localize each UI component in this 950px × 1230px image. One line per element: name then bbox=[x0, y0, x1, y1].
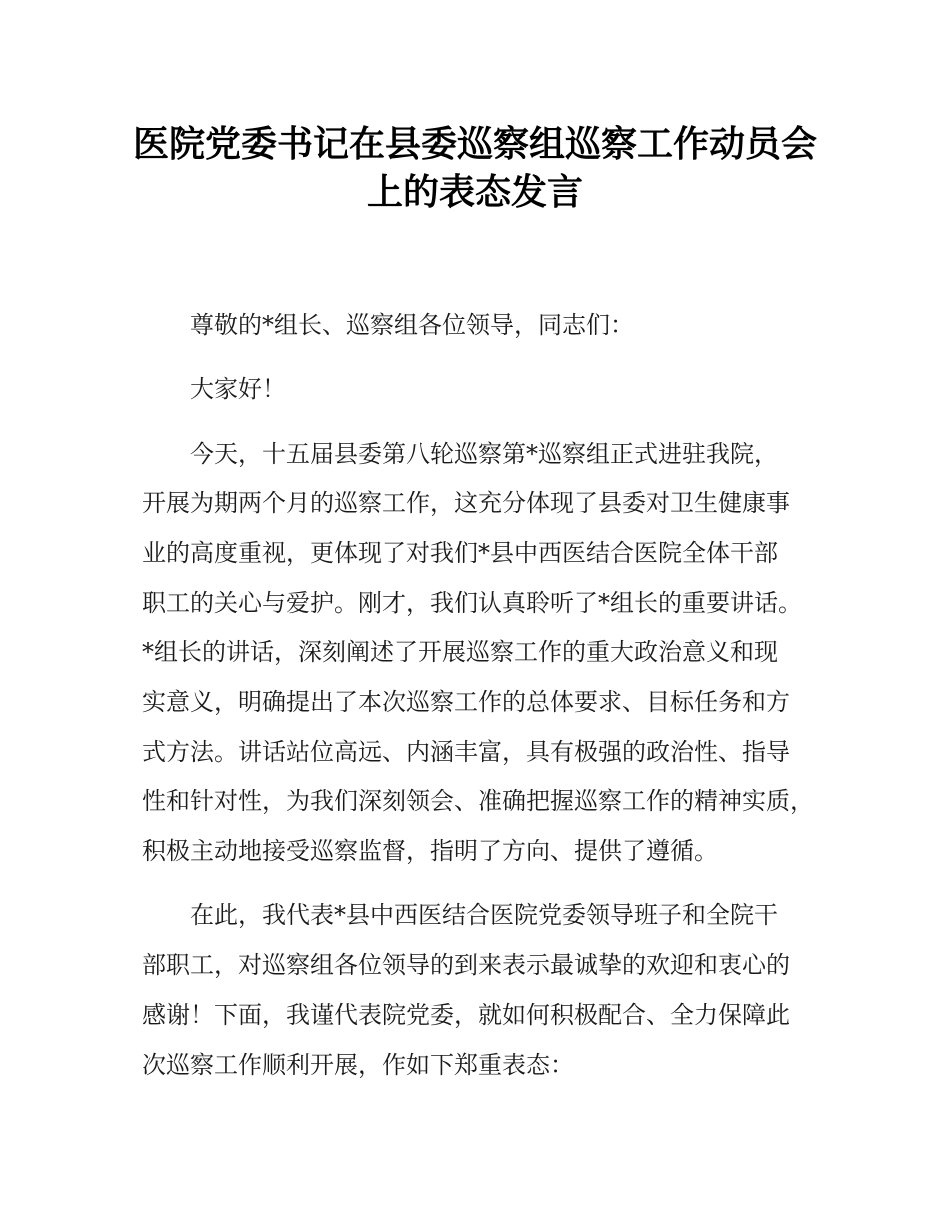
paragraph-2-line: 感谢！下面，我谨代表院党委，就如何积极配合、全力保障此 bbox=[142, 1001, 790, 1029]
paragraph-2-line: 在此，我代表*县中西医结合医院党委领导班子和全院干 bbox=[190, 901, 778, 929]
paragraph-1-line: 职工的关心与爱护。刚才，我们认真聆听了*组长的重要讲话。 bbox=[142, 589, 802, 617]
paragraph-1-line: *组长的讲话，深刻阐述了开展巡察工作的重大政治意义和现 bbox=[142, 638, 778, 666]
paragraph-2-line: 次巡察工作顺利开展，作如下郑重表态： bbox=[142, 1051, 574, 1079]
paragraph-2-line: 部职工，对巡察组各位领导的到来表示最诚挚的欢迎和衷心的 bbox=[142, 951, 790, 979]
greeting: 大家好！ bbox=[190, 375, 286, 403]
salutation: 尊敬的*组长、巡察组各位领导，同志们： bbox=[190, 311, 634, 339]
paragraph-1-line: 今天，十五届县委第八轮巡察第*巡察组正式进驻我院， bbox=[190, 440, 778, 468]
paragraph-1-line: 性和针对性，为我们深刻领会、准确把握巡察工作的精神实质， bbox=[142, 787, 814, 815]
paragraph-1-line: 开展为期两个月的巡察工作，这充分体现了县委对卫生健康事 bbox=[142, 489, 790, 517]
paragraph-1-line: 业的高度重视，更体现了对我们*县中西医结合医院全体干部 bbox=[142, 539, 778, 567]
document-title-line-2: 上的表态发言 bbox=[366, 171, 583, 213]
paragraph-1-line: 式方法。讲话站位高远、内涵丰富，具有极强的政治性、指导 bbox=[142, 738, 790, 766]
document-title-line-1: 医院党委书记在县委巡察组巡察工作动员会 bbox=[132, 123, 817, 165]
paragraph-1-line: 实意义，明确提出了本次巡察工作的总体要求、目标任务和方 bbox=[142, 688, 790, 716]
paragraph-1-line: 积极主动地接受巡察监督，指明了方向、提供了遵循。 bbox=[142, 837, 718, 865]
